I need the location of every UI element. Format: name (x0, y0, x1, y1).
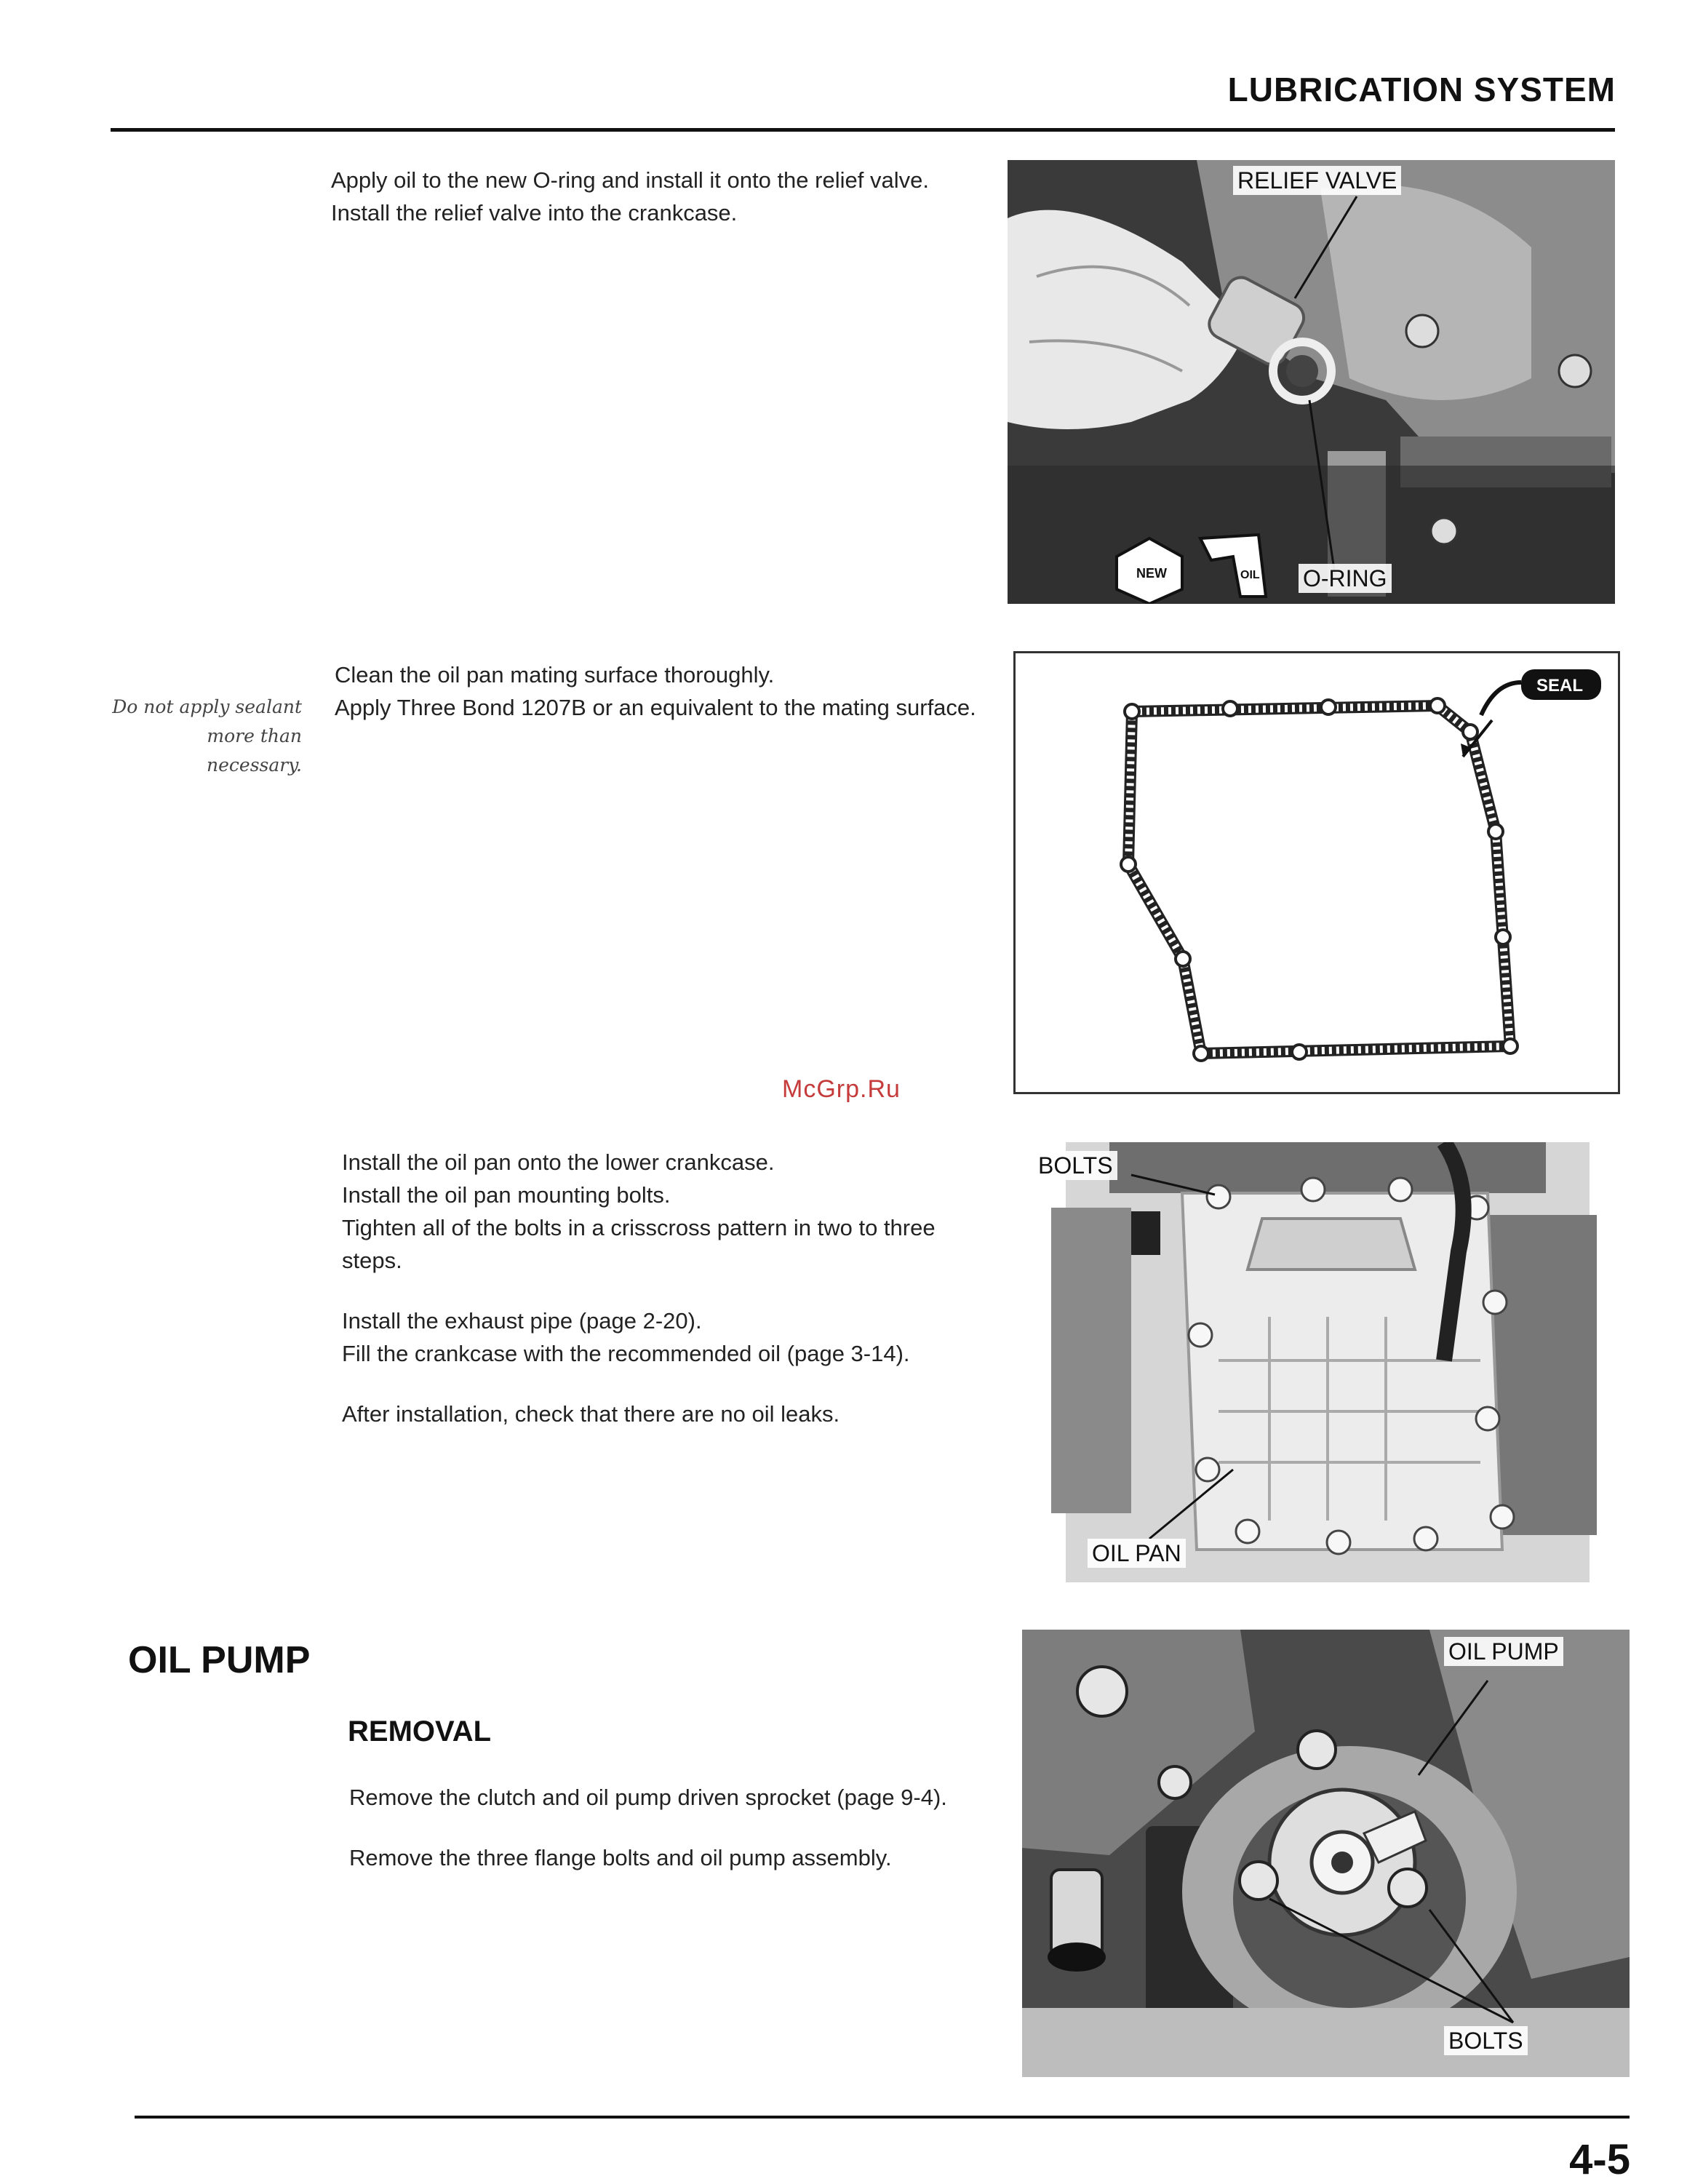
watermark: McGrp.Ru (782, 1075, 901, 1103)
oil-pan-photo (1022, 1142, 1615, 1582)
paragraph: Install the oil pan mounting bolts. (342, 1182, 671, 1208)
oil-pan-gasket-outline (1016, 653, 1618, 1092)
section-title: OIL PUMP (128, 1639, 311, 1681)
relief-valve-photo (1008, 160, 1615, 604)
oil-pan-label: OIL PAN (1088, 1539, 1186, 1568)
step-sealant-text (335, 658, 982, 752)
paragraph: Install the exhaust pipe (page 2-20). (342, 1308, 702, 1334)
oil-pump-illustration (1022, 1630, 1630, 2077)
header-rule (111, 128, 1615, 132)
oil-pan-illustration (1022, 1142, 1615, 1582)
seal-icon-label: SEAL (1536, 676, 1584, 696)
bolts-label: BOLTS (1444, 2026, 1528, 2055)
step-install-oil-pan-text (342, 1146, 989, 1458)
step-oil-pump-removal-text (349, 1781, 989, 1902)
side-note: Do not apply sealant more than necessary. (112, 696, 302, 776)
relief-valve-illustration (1008, 160, 1615, 604)
relief-valve-label: RELIEF VALVE (1233, 166, 1401, 195)
paragraph: After installation, check that there are no oil leaks. (342, 1401, 840, 1427)
paragraph: Apply oil to the new O-ring and install it onto the relief valve. (331, 167, 929, 193)
paragraph: Tighten all of the bolts in a crisscross pattern in two to three steps. (342, 1215, 936, 1273)
bolts-label: BOLTS (1034, 1151, 1117, 1180)
page-number: 4-5 (1569, 2136, 1630, 2183)
oil-icon-label: OIL (1240, 569, 1260, 581)
footer-rule (135, 2116, 1630, 2119)
paragraph: Apply Three Bond 1207B or an equivalent to the mating surface. (335, 695, 976, 720)
o-ring-label: O-RING (1299, 564, 1392, 593)
oil-pump-label: OIL PUMP (1444, 1637, 1563, 1666)
new-icon-label: NEW (1136, 566, 1167, 581)
paragraph: Remove the clutch and oil pump driven sprocket (page 9-4). (349, 1785, 947, 1810)
paragraph: Fill the crankcase with the recommended oil (page 3-14). (342, 1341, 910, 1366)
paragraph: Remove the three flange bolts and oil pump assembly. (349, 1845, 892, 1870)
oil-pump-photo (1022, 1630, 1630, 2077)
sealant-diagram (1013, 651, 1620, 1094)
sub-title: REMOVAL (348, 1715, 492, 1747)
step-relief-valve-text (331, 164, 986, 257)
paragraph: Install the oil pan onto the lower crankcase. (342, 1149, 775, 1175)
paragraph: Install the relief valve into the crankcase. (331, 200, 738, 226)
section-header: LUBRICATION SYSTEM (1227, 71, 1616, 108)
paragraph: Clean the oil pan mating surface thoroughly. (335, 662, 775, 688)
seal-tube-icon (1481, 669, 1601, 715)
